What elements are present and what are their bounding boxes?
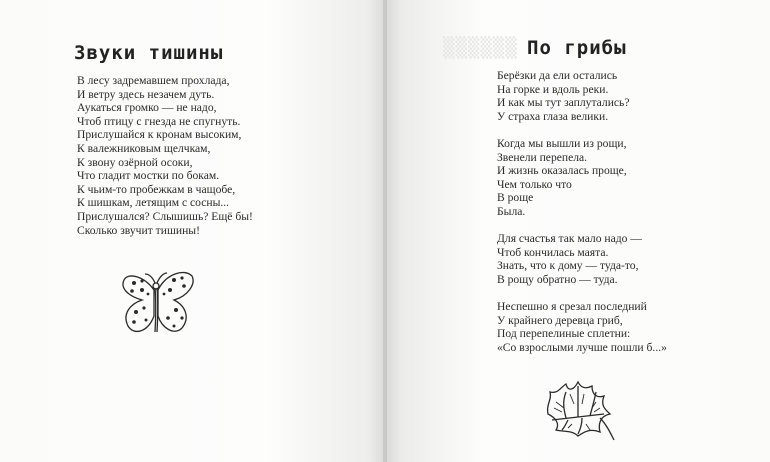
poem-line: Что гладит мостки по бокам. — [77, 169, 220, 183]
poem-stanza — [497, 69, 667, 123]
maple-leaf-drawing — [538, 374, 618, 444]
poem-line: К звону озёрной осоки, — [77, 155, 193, 169]
poem-line: «Со взрослыми лучше пошли б...» — [497, 340, 667, 354]
butterfly-drawing — [118, 266, 198, 342]
poem-line: И как мы тут заплутались? — [497, 96, 630, 110]
poem-line: Берёзки да ели остались — [497, 69, 618, 82]
poem-title-left: Звуки тишины — [74, 42, 224, 64]
poem-title-right: По грибы — [527, 37, 627, 59]
poem-line: Чтоб птицу с гнезда не спугнуть. — [77, 114, 241, 128]
poem-line: Знать, что к дому — туда-то, — [497, 259, 639, 273]
poem-line: И жизнь оказалась проще, — [497, 164, 627, 178]
poem-line: Неспешно я срезал последний — [497, 300, 647, 314]
poem-right — [497, 69, 667, 368]
poem-line: Сколько звучит тишины! — [77, 223, 200, 237]
poem-line: Прислушался? Слышишь? Ещё бы! — [77, 209, 253, 223]
poem-line: В роще — [497, 191, 534, 205]
poem-line: Звенели перепела. — [497, 150, 588, 164]
poem-line: И ветру здесь незачем дуть. — [77, 87, 215, 101]
show-through-mark: ▒▒▒▒▒▒ — [443, 37, 518, 59]
poem-line: Под перепелиные сплетни: — [497, 327, 631, 341]
poem-line: Была. — [497, 204, 526, 218]
poem-left — [77, 74, 253, 237]
book-spine — [383, 0, 387, 462]
poem-line: К чьим-то пробежкам в чащобе, — [77, 182, 236, 196]
poem-stanza — [497, 137, 667, 219]
poem-stanza — [497, 232, 667, 286]
poem-line: В рощу обратно — туда. — [497, 272, 618, 286]
poem-line: В лесу задремавшем прохлада, — [77, 74, 230, 87]
poem-line: Прислушайся к кронам высоким, — [77, 128, 242, 142]
poem-stanza — [497, 300, 667, 354]
poem-line: Когда мы вышли из рощи, — [497, 136, 627, 150]
poem-line: Для счастья так мало надо — — [497, 232, 642, 246]
poem-line: К валежниковым щелчкам, — [77, 141, 211, 155]
poem-line: Аукаться громко — не надо, — [77, 101, 217, 115]
poem-line: На горке и вдоль реки. — [497, 82, 609, 96]
poem-line: У страха глаза велики. — [497, 109, 609, 123]
poem-line: К шишкам, летящим с сосны... — [77, 196, 230, 210]
poem-line: У крайнего деревца гриб, — [497, 313, 623, 327]
poem-line: Чтоб кончилась маята. — [497, 245, 609, 259]
poem-line: Чем только что — [497, 177, 572, 191]
